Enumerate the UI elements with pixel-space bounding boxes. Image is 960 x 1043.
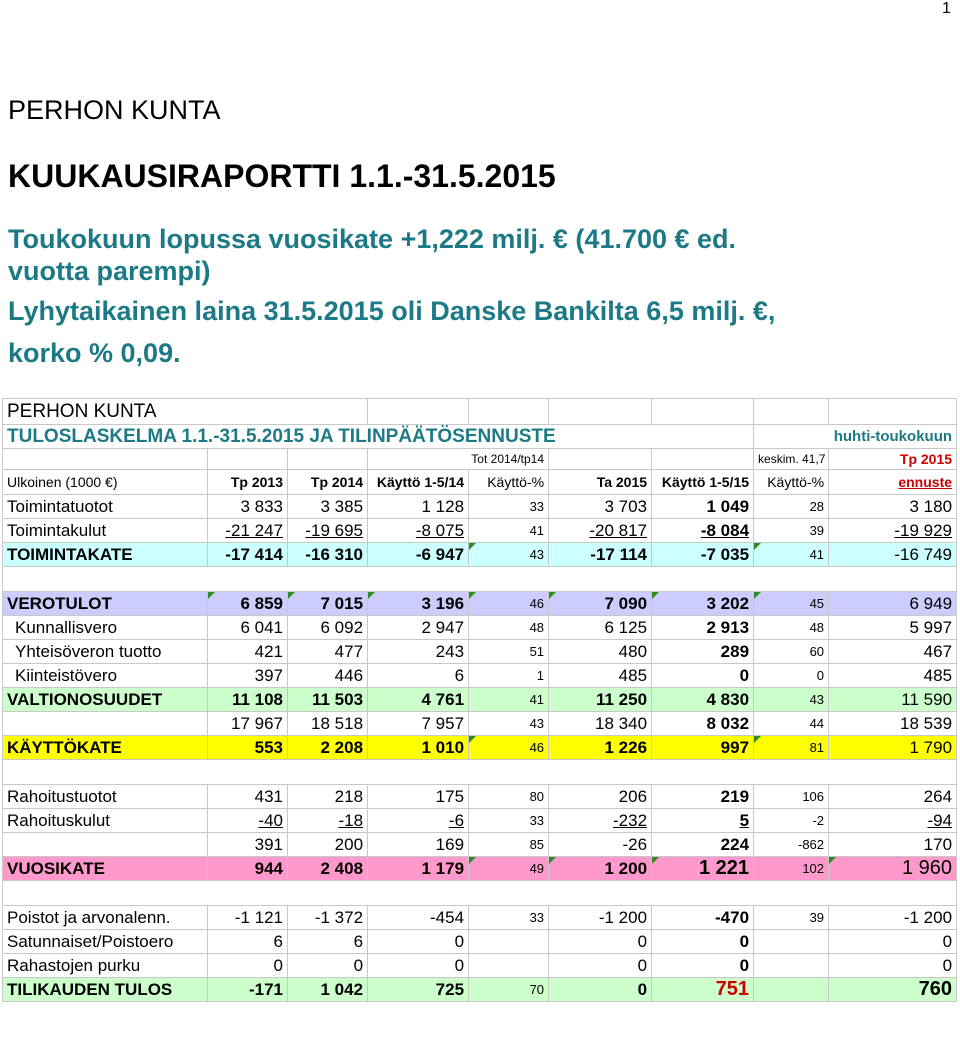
- row-label: [3, 833, 208, 857]
- cell: -20 817: [549, 519, 652, 543]
- cell: -1 200: [829, 906, 957, 930]
- cell: 2 208: [288, 736, 368, 760]
- header-kaytto-1-5-15: Käyttö 1-5/15: [652, 470, 754, 495]
- note-keskim: keskim. 41,7: [754, 449, 829, 470]
- cell: -8 084: [652, 519, 754, 543]
- cell: -16 310: [288, 543, 368, 567]
- cell: 170: [829, 833, 957, 857]
- header-ta2015: Ta 2015: [549, 470, 652, 495]
- cell: 0: [549, 978, 652, 1002]
- header-row: [3, 470, 957, 495]
- row-label: KÄYTTÖKATE: [3, 736, 208, 760]
- cell: -6 947: [368, 543, 469, 567]
- cell: 3 385: [288, 495, 368, 519]
- cell: [754, 954, 829, 978]
- cell: 0: [368, 954, 469, 978]
- cell: 11 503: [288, 688, 368, 712]
- header-ennuste: ennuste: [829, 470, 957, 495]
- cell: 1 221: [652, 857, 754, 881]
- spacer-row: [3, 881, 957, 906]
- cell: 3 202: [652, 592, 754, 616]
- table-row: [3, 543, 957, 567]
- cell: 43: [754, 688, 829, 712]
- cell: 1 790: [829, 736, 957, 760]
- table-row: [3, 857, 957, 881]
- cell: 0: [549, 954, 652, 978]
- cell: 477: [288, 640, 368, 664]
- cell: 169: [368, 833, 469, 857]
- cell: 6: [368, 664, 469, 688]
- cell: 85: [469, 833, 549, 857]
- cell: 243: [368, 640, 469, 664]
- cell: 48: [469, 616, 549, 640]
- table-row: [3, 519, 957, 543]
- cell: 33: [469, 906, 549, 930]
- cell: 3 703: [549, 495, 652, 519]
- cell: -1 121: [208, 906, 288, 930]
- cell: 0: [652, 930, 754, 954]
- period-note: huhti-toukokuun: [754, 425, 957, 449]
- cell: -7 035: [652, 543, 754, 567]
- cell: 11 590: [829, 688, 957, 712]
- cell: 467: [829, 640, 957, 664]
- row-label: TILIKAUDEN TULOS: [3, 978, 208, 1002]
- row-label: Yhteisöveron tuotto: [3, 640, 208, 664]
- table-row: [3, 954, 957, 978]
- cell: 7 957: [368, 712, 469, 736]
- cell: 43: [469, 712, 549, 736]
- row-label: Toimintakulut: [3, 519, 208, 543]
- table-row: [3, 592, 957, 616]
- cell: 944: [208, 857, 288, 881]
- organization-name: PERHON KUNTA: [8, 95, 221, 125]
- spacer-row: [3, 760, 957, 785]
- cell: 0: [829, 930, 957, 954]
- header-kaytto-pct-14: Käyttö-%: [469, 470, 549, 495]
- cell: [754, 978, 829, 1002]
- cell: 553: [208, 736, 288, 760]
- cell: 46: [469, 592, 549, 616]
- cell: 0: [549, 930, 652, 954]
- cell: -18: [288, 809, 368, 833]
- table-row: [3, 664, 957, 688]
- highlight-line-3: Lyhytaikainen laina 31.5.2015 oli Danske Bankilta 6,5 milj. €,: [8, 296, 776, 326]
- cell: -2: [754, 809, 829, 833]
- cell: 6: [288, 930, 368, 954]
- cell: 175: [368, 785, 469, 809]
- cell: 39: [754, 906, 829, 930]
- cell: 0: [288, 954, 368, 978]
- table-row: [3, 978, 957, 1002]
- cell: -21 247: [208, 519, 288, 543]
- cell: 7 015: [288, 592, 368, 616]
- cell: -171: [208, 978, 288, 1002]
- income-statement-table: [2, 398, 957, 1002]
- cell: 18 518: [288, 712, 368, 736]
- table-row: [3, 833, 957, 857]
- cell: -19 929: [829, 519, 957, 543]
- cell: -17 414: [208, 543, 288, 567]
- row-label: VEROTULOT: [3, 592, 208, 616]
- cell: 18 340: [549, 712, 652, 736]
- cell: 28: [754, 495, 829, 519]
- cell: -26: [549, 833, 652, 857]
- cell: 480: [549, 640, 652, 664]
- cell: 70: [469, 978, 549, 1002]
- cell: 3 833: [208, 495, 288, 519]
- cell: 0: [754, 664, 829, 688]
- cell: 48: [754, 616, 829, 640]
- cell: 1 128: [368, 495, 469, 519]
- row-label: Poistot ja arvonalenn.: [3, 906, 208, 930]
- cell: 6 859: [208, 592, 288, 616]
- cell: 43: [469, 543, 549, 567]
- cell: -1 372: [288, 906, 368, 930]
- cell: 6 041: [208, 616, 288, 640]
- page-number: 1: [942, 0, 951, 17]
- cell: 41: [469, 688, 549, 712]
- cell: 4 761: [368, 688, 469, 712]
- cell: 2 408: [288, 857, 368, 881]
- cell: 421: [208, 640, 288, 664]
- table-subtitle: TULOSLASKELMA 1.1.-31.5.2015 JA TILINPÄÄTÖSENNUSTE: [3, 425, 754, 449]
- highlight-line-4: korko % 0,09.: [8, 338, 181, 368]
- cell: 39: [754, 519, 829, 543]
- cell: 0: [208, 954, 288, 978]
- table-org-name: PERHON KUNTA: [3, 399, 368, 425]
- cell: -17 114: [549, 543, 652, 567]
- cell: 2 913: [652, 616, 754, 640]
- cell: 1 179: [368, 857, 469, 881]
- cell: 11 250: [549, 688, 652, 712]
- table-subtitle-row: [3, 425, 957, 449]
- row-label: VALTIONOSUUDET: [3, 688, 208, 712]
- row-label: Satunnaiset/Poistoero: [3, 930, 208, 954]
- cell: -232: [549, 809, 652, 833]
- cell: 219: [652, 785, 754, 809]
- cell: -40: [208, 809, 288, 833]
- cell: 1 226: [549, 736, 652, 760]
- cell: 446: [288, 664, 368, 688]
- cell: 1 042: [288, 978, 368, 1002]
- cell: -8 075: [368, 519, 469, 543]
- row-label: Rahastojen purku: [3, 954, 208, 978]
- cell: 49: [469, 857, 549, 881]
- cell: 60: [754, 640, 829, 664]
- row-label: VUOSIKATE: [3, 857, 208, 881]
- cell: 44: [754, 712, 829, 736]
- cell: 1 960: [829, 857, 957, 881]
- cell: 2 947: [368, 616, 469, 640]
- report-title: KUUKAUSIRAPORTTI 1.1.-31.5.2015: [8, 158, 556, 194]
- cell: 41: [754, 543, 829, 567]
- cell: 224: [652, 833, 754, 857]
- header-tp2014: Tp 2014: [288, 470, 368, 495]
- cell: 485: [549, 664, 652, 688]
- header-kaytto-1-5-14: Käyttö 1-5/14: [368, 470, 469, 495]
- cell: 6 092: [288, 616, 368, 640]
- cell: 725: [368, 978, 469, 1002]
- table-row: [3, 688, 957, 712]
- cell: -454: [368, 906, 469, 930]
- cell: 6 949: [829, 592, 957, 616]
- cell: -94: [829, 809, 957, 833]
- cell: 81: [754, 736, 829, 760]
- header-tp2013: Tp 2013: [208, 470, 288, 495]
- row-label: TOIMINTAKATE: [3, 543, 208, 567]
- cell: -16 749: [829, 543, 957, 567]
- row-label: Kiinteistövero: [3, 664, 208, 688]
- table-row: [3, 930, 957, 954]
- cell: 33: [469, 495, 549, 519]
- cell: 106: [754, 785, 829, 809]
- row-label: Kunnallisvero: [3, 616, 208, 640]
- table-row: [3, 906, 957, 930]
- cell: 431: [208, 785, 288, 809]
- cell: 3 196: [368, 592, 469, 616]
- cell: 5: [652, 809, 754, 833]
- cell: 0: [652, 954, 754, 978]
- table-row: [3, 640, 957, 664]
- table-row: [3, 736, 957, 760]
- cell: 45: [754, 592, 829, 616]
- cell: 80: [469, 785, 549, 809]
- note-row: [3, 449, 957, 470]
- row-label: Rahoitustuotot: [3, 785, 208, 809]
- spacer-row: [3, 567, 957, 592]
- cell: 751: [652, 978, 754, 1002]
- header-kaytto-pct-15: Käyttö-%: [754, 470, 829, 495]
- cell: 11 108: [208, 688, 288, 712]
- cell: 0: [829, 954, 957, 978]
- cell: 8 032: [652, 712, 754, 736]
- cell: 5 997: [829, 616, 957, 640]
- cell: 7 090: [549, 592, 652, 616]
- cell: 0: [652, 664, 754, 688]
- cell: 102: [754, 857, 829, 881]
- highlight-line-1: Toukokuun lopussa vuosikate +1,222 milj. € (41.700 € ed.: [8, 224, 737, 254]
- cell: 1 010: [368, 736, 469, 760]
- cell: 206: [549, 785, 652, 809]
- cell: 1 200: [549, 857, 652, 881]
- cell: -6: [368, 809, 469, 833]
- cell: 289: [652, 640, 754, 664]
- row-label: Rahoituskulut: [3, 809, 208, 833]
- cell: 41: [469, 519, 549, 543]
- cell: [469, 954, 549, 978]
- cell: 391: [208, 833, 288, 857]
- table-row: [3, 712, 957, 736]
- cell: 3 180: [829, 495, 957, 519]
- highlight-line-2: vuotta parempi): [8, 256, 211, 286]
- cell: [754, 930, 829, 954]
- cell: 4 830: [652, 688, 754, 712]
- cell: 200: [288, 833, 368, 857]
- cell: 17 967: [208, 712, 288, 736]
- note-tot: Tot 2014/tp14: [368, 449, 549, 470]
- cell: -470: [652, 906, 754, 930]
- cell: 51: [469, 640, 549, 664]
- note-tp2015: Tp 2015: [829, 449, 957, 470]
- cell: 760: [829, 978, 957, 1002]
- cell: 218: [288, 785, 368, 809]
- cell: 264: [829, 785, 957, 809]
- table-org-row: [3, 399, 957, 425]
- cell: 485: [829, 664, 957, 688]
- cell: -862: [754, 833, 829, 857]
- table-row: [3, 785, 957, 809]
- cell: 1: [469, 664, 549, 688]
- cell: 18 539: [829, 712, 957, 736]
- cell: 6: [208, 930, 288, 954]
- cell: 33: [469, 809, 549, 833]
- cell: 6 125: [549, 616, 652, 640]
- table-row: [3, 616, 957, 640]
- cell: -19 695: [288, 519, 368, 543]
- cell: -1 200: [549, 906, 652, 930]
- row-label: Toimintatuotot: [3, 495, 208, 519]
- row-label: [3, 712, 208, 736]
- cell: 997: [652, 736, 754, 760]
- cell: 1 049: [652, 495, 754, 519]
- cell: 46: [469, 736, 549, 760]
- table-row: [3, 495, 957, 519]
- cell: [469, 930, 549, 954]
- cell: 0: [368, 930, 469, 954]
- table-row: [3, 809, 957, 833]
- cell: 397: [208, 664, 288, 688]
- header-account: Ulkoinen (1000 €): [3, 470, 208, 495]
